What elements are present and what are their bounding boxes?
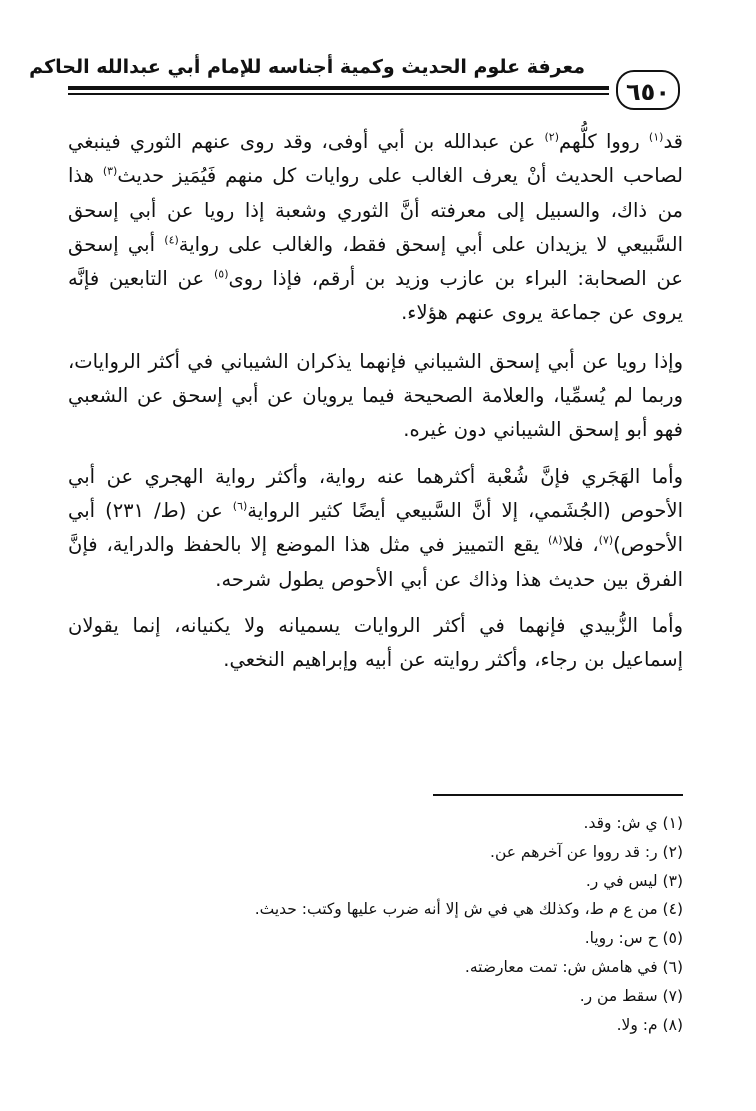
footnotes <box>68 809 683 1039</box>
footnote-ref: (٦) <box>232 499 248 513</box>
header-rule-thin <box>68 93 609 95</box>
footnote: (٢) ر: قد رووا عن آخرهم عن. <box>490 842 683 861</box>
footnote-ref: (٥) <box>214 267 229 281</box>
paragraph <box>68 345 683 448</box>
footnote: (٤) من ع م ط، وكذلك هي في ش إلا أنه ضرب عليها وكتب: حديث. <box>254 900 683 919</box>
running-title: معرفة علوم الحديث وكمية أجناسه للإمام أبي عبدالله الحاكم <box>29 56 585 78</box>
text-run: عن (ط/ ٢٣١) أبي الأحوص) <box>68 498 684 557</box>
footnote-separator <box>433 794 683 796</box>
text-run: عن التابعين فإنَّه يروى عن جماعة يروى عنهم هؤلاء. <box>68 267 683 325</box>
footnote-ref: (٢) <box>544 130 559 144</box>
footnote-ref: (٨) <box>548 533 563 547</box>
text-run: وأما الزُّبيدي فإنهما في أكثر الروايات يسميانه ولا يكنيانه، إنما يقولان إسماعيل بن رجاء، وأكثر روايته عن أبيه وإبراهيم النخعي. <box>68 613 683 672</box>
text-run: هذا من ذاك، والسبيل إلى معرفته أنَّ الثوري وشعبة إذا رويا عن أبي إسحق السَّبيعي لا يزيدان على أبي إسحق فقط، والغالب على رواية <box>68 164 683 256</box>
text-run: رووا كلُّهم <box>559 130 649 153</box>
footnote-ref: (٣) <box>102 164 118 178</box>
paragraph <box>68 609 683 678</box>
footnote-ref: (١) <box>648 130 664 144</box>
footnote: (٧) سقط من ر. <box>579 986 683 1005</box>
footnote: (٦) في هامش ش: تمت معارضته. <box>464 957 683 976</box>
paragraph <box>68 460 683 597</box>
text-run: قد <box>663 130 683 153</box>
footnote: (١) ي ش: وقد. <box>583 814 683 832</box>
text-run: وأما الهَجَري فإنَّ شُعْبة أكثرهما عنه رواية، وأكثر رواية الهجري عن أبي الأحوص (الجُشَمي، إلا أنَّ السَّبيعي أيضًا كثير الرواية <box>68 464 684 522</box>
page-number: ٦٥٠ <box>616 70 680 110</box>
footnote-ref: (٤) <box>164 233 179 247</box>
main-text <box>68 125 683 689</box>
text-run: وإذا رويا عن أبي إسحق الشيباني فإنهما يذكران الشيباني في أكثر الروايات، وربما لم يُسمِّيا، والعلامة الصحيحة فيما يرويان عن أبي إسحق عن الشعبي فهو أبو إسحق الشيباني دون غيره. <box>68 349 683 442</box>
text-run: أبي إسحق عن الصحابة: البراء بن عازب وزيد بن أرقم، فإذا روى <box>68 232 683 291</box>
text-run: ، فلا <box>562 533 599 557</box>
footnote: (٥) ح س: رويا. <box>584 929 683 948</box>
text-run: عن عبدالله بن أبي أوفى، وقد روى عنهم الثوري فينبغي لصاحب الحديث أنْ يعرف الغالب على روايات كل منهم فَيُمَيز حديث <box>68 130 683 188</box>
footnote-ref: (٧) <box>598 533 614 547</box>
header-rule-thick <box>68 86 609 90</box>
text-run: يقع التمييز في مثل هذا الموضع إلا بالحفظ والدراية، فإنَّ الفرق بين حديث هذا وذاك عن أبي الأحوص يطول شرحه. <box>68 533 683 591</box>
paragraph <box>68 125 683 331</box>
footnote: (٨) م: ولا. <box>616 1015 683 1034</box>
footnote: (٣) ليس في ر. <box>585 871 683 890</box>
